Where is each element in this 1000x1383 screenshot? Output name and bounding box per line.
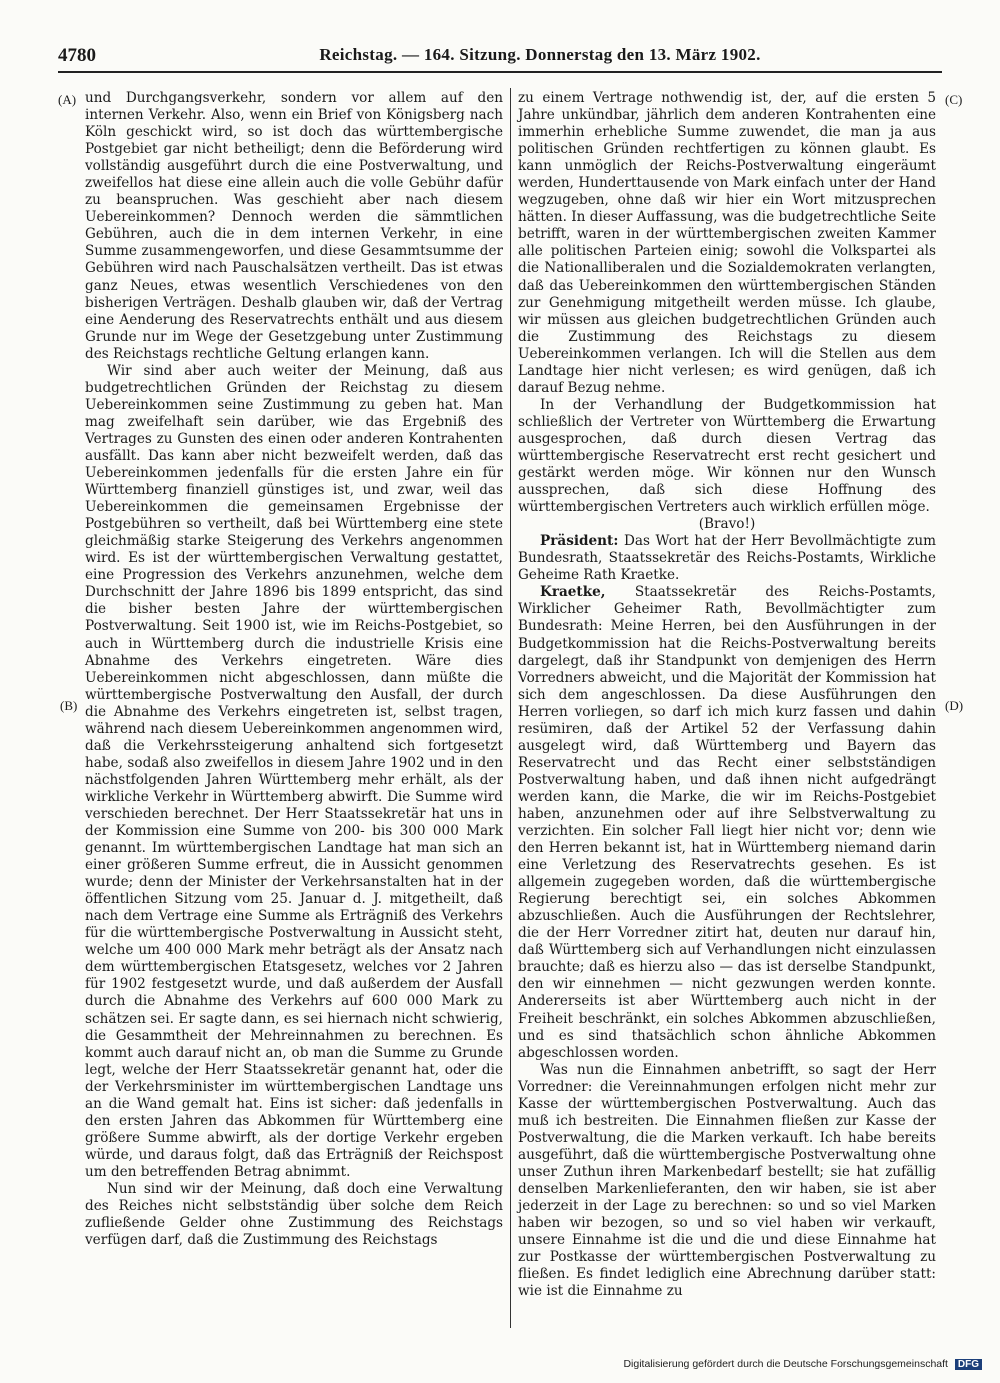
right-column bbox=[518, 90, 936, 1300]
paragraph: Was nun die Einnahmen anbetrifft, so sagt der Herr Vorredner: die Vereinnahmungen erfolgen nicht mehr zur Kasse der württembergischen Postverwaltung. Auch das muß ich bestreiten. Die Einnahmen fließen zur Kasse der Postverwaltung, die die Marken verkauft. Ich habe bereits ausgeführt, daß die württembergische Postverwaltung ohne unser Zuthun ihren Markenbedarf bestellt; sie hat zufällig denselben Markenlieferanten, den wir haben, sie ist aber jederzeit in der Lage zu berechnen: so und so viel Marken haben wir bezogen, so und so viel haben wir verkauft, unsere Einnahme ist die und die und diese Einnahme hat zur Postkasse der württembergischen Postverwaltung zu fließen. Es findet lediglich eine Abrechnung darüber statt: wie ist die Einnahme zu bbox=[518, 1061, 936, 1300]
margin-mark-c: (C) bbox=[945, 92, 963, 107]
margin-mark-a: (A) bbox=[58, 92, 77, 107]
column-divider bbox=[510, 88, 511, 1328]
paragraph: und Durchgangsverkehr, sondern vor allem auf den internen Verkehr. Also, wenn ein Brief von Königsberg nach Köln geschickt wird, so ist doch das württembergische Postgebiet gar nicht betheiligt; denn die Beförderung wird vollständig ausgeführt durch die eine Postverwaltung, und zweifellos hat diese eine allein auch die volle Gebühr dafür zu beanspruchen. Was geschieht aber nach diesem Uebereinkommen? Dennoch werden die sämmtlichen Gebühren, auch die in dem internen Verkehr, in eine Summe zusammengeworfen, und diese Gesammtsumme der Gebühren wird nach Pauschalsätzen vertheilt. Das ist etwas ganz Neues, etwas wesentlich Verschiedenes von den bisherigen Verträgen. Deshalb glauben wir, daß der Vertrag eine Aenderung des Reservatrechts enthält und aus diesem Grunde nur im Wege der Gesetzgebung unter Zustimmung des Reichstags rechtliche Geltung erlangen kann. bbox=[85, 90, 503, 362]
dfg-logo: DFG bbox=[955, 1359, 982, 1370]
footer-text: Digitalisierung gefördert durch die Deutsche Forschungsgemeinschaft bbox=[623, 1358, 948, 1370]
speaker-name-president: Präsident: bbox=[540, 533, 619, 550]
margin-mark-b: (B) bbox=[60, 698, 78, 713]
paragraph: Nun sind wir der Meinung, daß doch eine Verwaltung des Reiches nicht selbstständig über solche dem Reich zufließende Gelder ohne Zustimmung des Reichstags verfügen darf, daß die Zustimmung des Reichstags bbox=[85, 1181, 503, 1249]
digitization-footer bbox=[623, 1358, 982, 1370]
paragraph: In der Verhandlung der Budgetkommission hat schließlich der Vertreter von Württemberg die Erwartung ausgesprochen, daß durch diesen Vertrag das württembergische Reservatrecht erst recht gesichert und gestärkt werden möge. Wir können nur den Wunsch aussprechen, daß sich diese Hoffnung des württembergischen Vertreters auch wirklich erfüllen möge. bbox=[518, 396, 936, 516]
page-number: 4780 bbox=[58, 45, 96, 66]
speech-text: Das Wort hat der Herr Bevollmächtigte zum Bundesrath, Staatssekretär des Reichs-Postamts, Wirkliche Geheime Rath Kraetke. bbox=[518, 533, 936, 584]
paragraph: Wir sind aber auch weiter der Meinung, daß aus budgetrechtlichen Gründen der Reichstag zu diesem Uebereinkommen seine Zustimmung zu geben hat. Man mag zweifelhaft sein darüber, wie das Ergebniß des Vertrages zu Gunsten des einen oder anderen Kontrahenten ausfällt. Das kann aber nicht bezweifelt werden, daß das Uebereinkommen jedenfalls für die ersten Jahre ein für Württemberg finanziell günstiges ist, und zwar, weil das Uebereinkommen die gemeinsamen Ergebnisse der Postgebühren so vertheilt, daß bei Württemberg eine stete gleichmäßig starke Steigerung des Verkehrs angenommen wird. Es ist der württembergischen Verwaltung gestattet, eine Progression des Verkehrs anzunehmen, welche dem Durchschnitt der Jahre 1896 bis 1899 entspricht, das sind die bisher besten Jahre der württembergischen Postverwaltung. Seit 1900 ist, wie im Reichs-Postgebiet, so auch in Württemberg durch die industrielle Krisis eine Abnahme des Verkehrs eingetreten. Wäre dies Uebereinkommen nicht abgeschlossen, dann müßte die württembergische Postverwaltung den Ausfall, der durch die Abnahme des Verkehrs eingetreten ist, selbst tragen, während nach diesem Uebereinkommen angenommen wird, daß die Verkehrssteigerung anhaltend sich fortgesetzt habe, sodaß also zweifellos in diesem Jahre 1902 und in den nächstfolgenden Jahren Württemberg mehr erhält, als der wirkliche Verkehr in Württemberg abwirft. Die Summe wird verschieden berechnet. Der Herr Staatssekretär hat uns in der Kommission eine Summe von 200- bis 300 000 Mark genannt. Im württembergischen Landtage hat man sich an einer größeren Summe erfreut, die in Aussicht genommen wurde; denn der Minister der Verkehrsanstalten hat in der öffentlichen Sitzung vom 25. Januar d. J. mitgetheilt, daß nach dem Vertrage eine Summe als Erträgniß des Verkehrs für die württembergische Postverwaltung in Aussicht steht, welche um 400 000 Mark mehr beträgt als der Ansatz nach dem württembergischen Etatsgesetz, welches vor 2 Jahren für 1902 festgesetzt wurde, und daß außerdem der Ausfall durch die Abnahme des Verkehrs auf 600 000 Mark zu schätzen sei. Er sagte dann, es sei hiernach nicht schwierig, die Gesammtheit der Mehreinnahmen zu berechnen. Es kommt auch darauf nicht an, ob man die Summe zu Grunde legt, welche der Herr Staatssekretär genannt hat, oder die der Verkehrsminister im württembergischen Landtage uns an die Wand gemalt hat. Eins ist sicher: daß jedenfalls in den ersten Jahren das Abkommen für Württemberg eine größere Summe abwirft, als der dortige Verkehr ergeben würde, und daraus folgt, daß das Erträgniß der Reichspost um den betreffenden Betrag abnimmt. bbox=[85, 362, 503, 1180]
running-title: Reichstag. — 164. Sitzung. Donnerstag den 13. März 1902. bbox=[319, 45, 761, 64]
margin-mark-d: (D) bbox=[945, 698, 964, 713]
speech-text: Staatssekretär des Reichs-Postamts, Wirklicher Geheimer Rath, Bevollmächtigter zum Bundesrath: Meine Herren, bei den Ausführungen in der Budgetkommission hat die Reichs-Postverwaltung bereits dargelegt, daß ihr Standpunkt von demjenigen des Herrn Vorredners abweicht, und die Majorität der Kommission hat sich dem angeschlossen. Da diese Ausführungen den Herren vorliegen, so darf ich mich kurz fassen und dahin resümiren, daß der Artikel 52 der Verfassung dahin ausgelegt wird, daß Württemberg und Bayern das Reservatrecht und das Recht einer selbstständigen Postverwaltung haben, und daß ihnen nicht aufgedrängt werden kann, die Marke, die wir im Reichs-Postgebiet haben, anzunehmen oder auf ihre Selbstverwaltung zu verzichten. Ein solcher Fall liegt hier nicht vor; denn wie den Herren bekannt ist, hat in Württemberg niemand darin eine Verletzung des Reservatrechts gesehen. Es ist allgemein zugegeben worden, daß die württembergische Regierung berechtigt sei, ein solches Abkommen abzuschließen. Auch die Ausführungen der Rechtslehrer, die der Herr Vorredner zitirt hat, deuten nur darauf hin, daß Württemberg sich auf Verhandlungen nicht einzulassen brauchte; daß es hierzu also — das ist derselbe Standpunkt, den wir einnehmen — nicht gezwungen werden konnte. Andererseits ist aber Württemberg auch nicht in der Freiheit beschränkt, ein solches Abkommen abzuschließen, und es sind thatsächlich schon ähnliche Abkommen abgeschlossen worden. bbox=[518, 584, 936, 1061]
speaker-name-kraetke: Kraetke, bbox=[540, 584, 606, 601]
paragraph: zu einem Vertrage nothwendig ist, der, auf die ersten 5 Jahre unkündbar, jährlich dem anderen Kontrahenten eine immerhin erhebliche Summe zuwendet, die man ja aus politischen Gründen rechtfertigen zu können glaubt. Es kann unmöglich der Reichs-Postverwaltung eingeräumt werden, Hunderttausende von Mark einfach unter der Hand wegzugeben, ohne daß wir hier ein Wort mitzusprechen hätten. In dieser Auffassung, was die budgetrechtliche Seite betrifft, waren in der württembergischen zweiten Kammer alle politischen Parteien einig; sowohl die Volkspartei als die Nationalliberalen und die Sozialdemokraten verlangten, daß das Uebereinkommen den württembergischen Ständen zur Genehmigung mitgetheilt werden müsse. Ich glaube, wir müssen aus gleichen budgetrechtlichen Gründen auch die Zustimmung des Reichstags zu diesem Uebereinkommen verlangen. Ich will die Stellen aus dem Landtage hier nicht verlesen; es wird genügen, daß ich darauf Bezug nehme. bbox=[518, 90, 936, 396]
kraetke-paragraph bbox=[518, 584, 936, 1061]
president-paragraph bbox=[518, 533, 936, 584]
left-column bbox=[85, 90, 503, 1249]
bravo-interjection: (Bravo!) bbox=[698, 516, 756, 533]
running-header bbox=[58, 45, 942, 73]
